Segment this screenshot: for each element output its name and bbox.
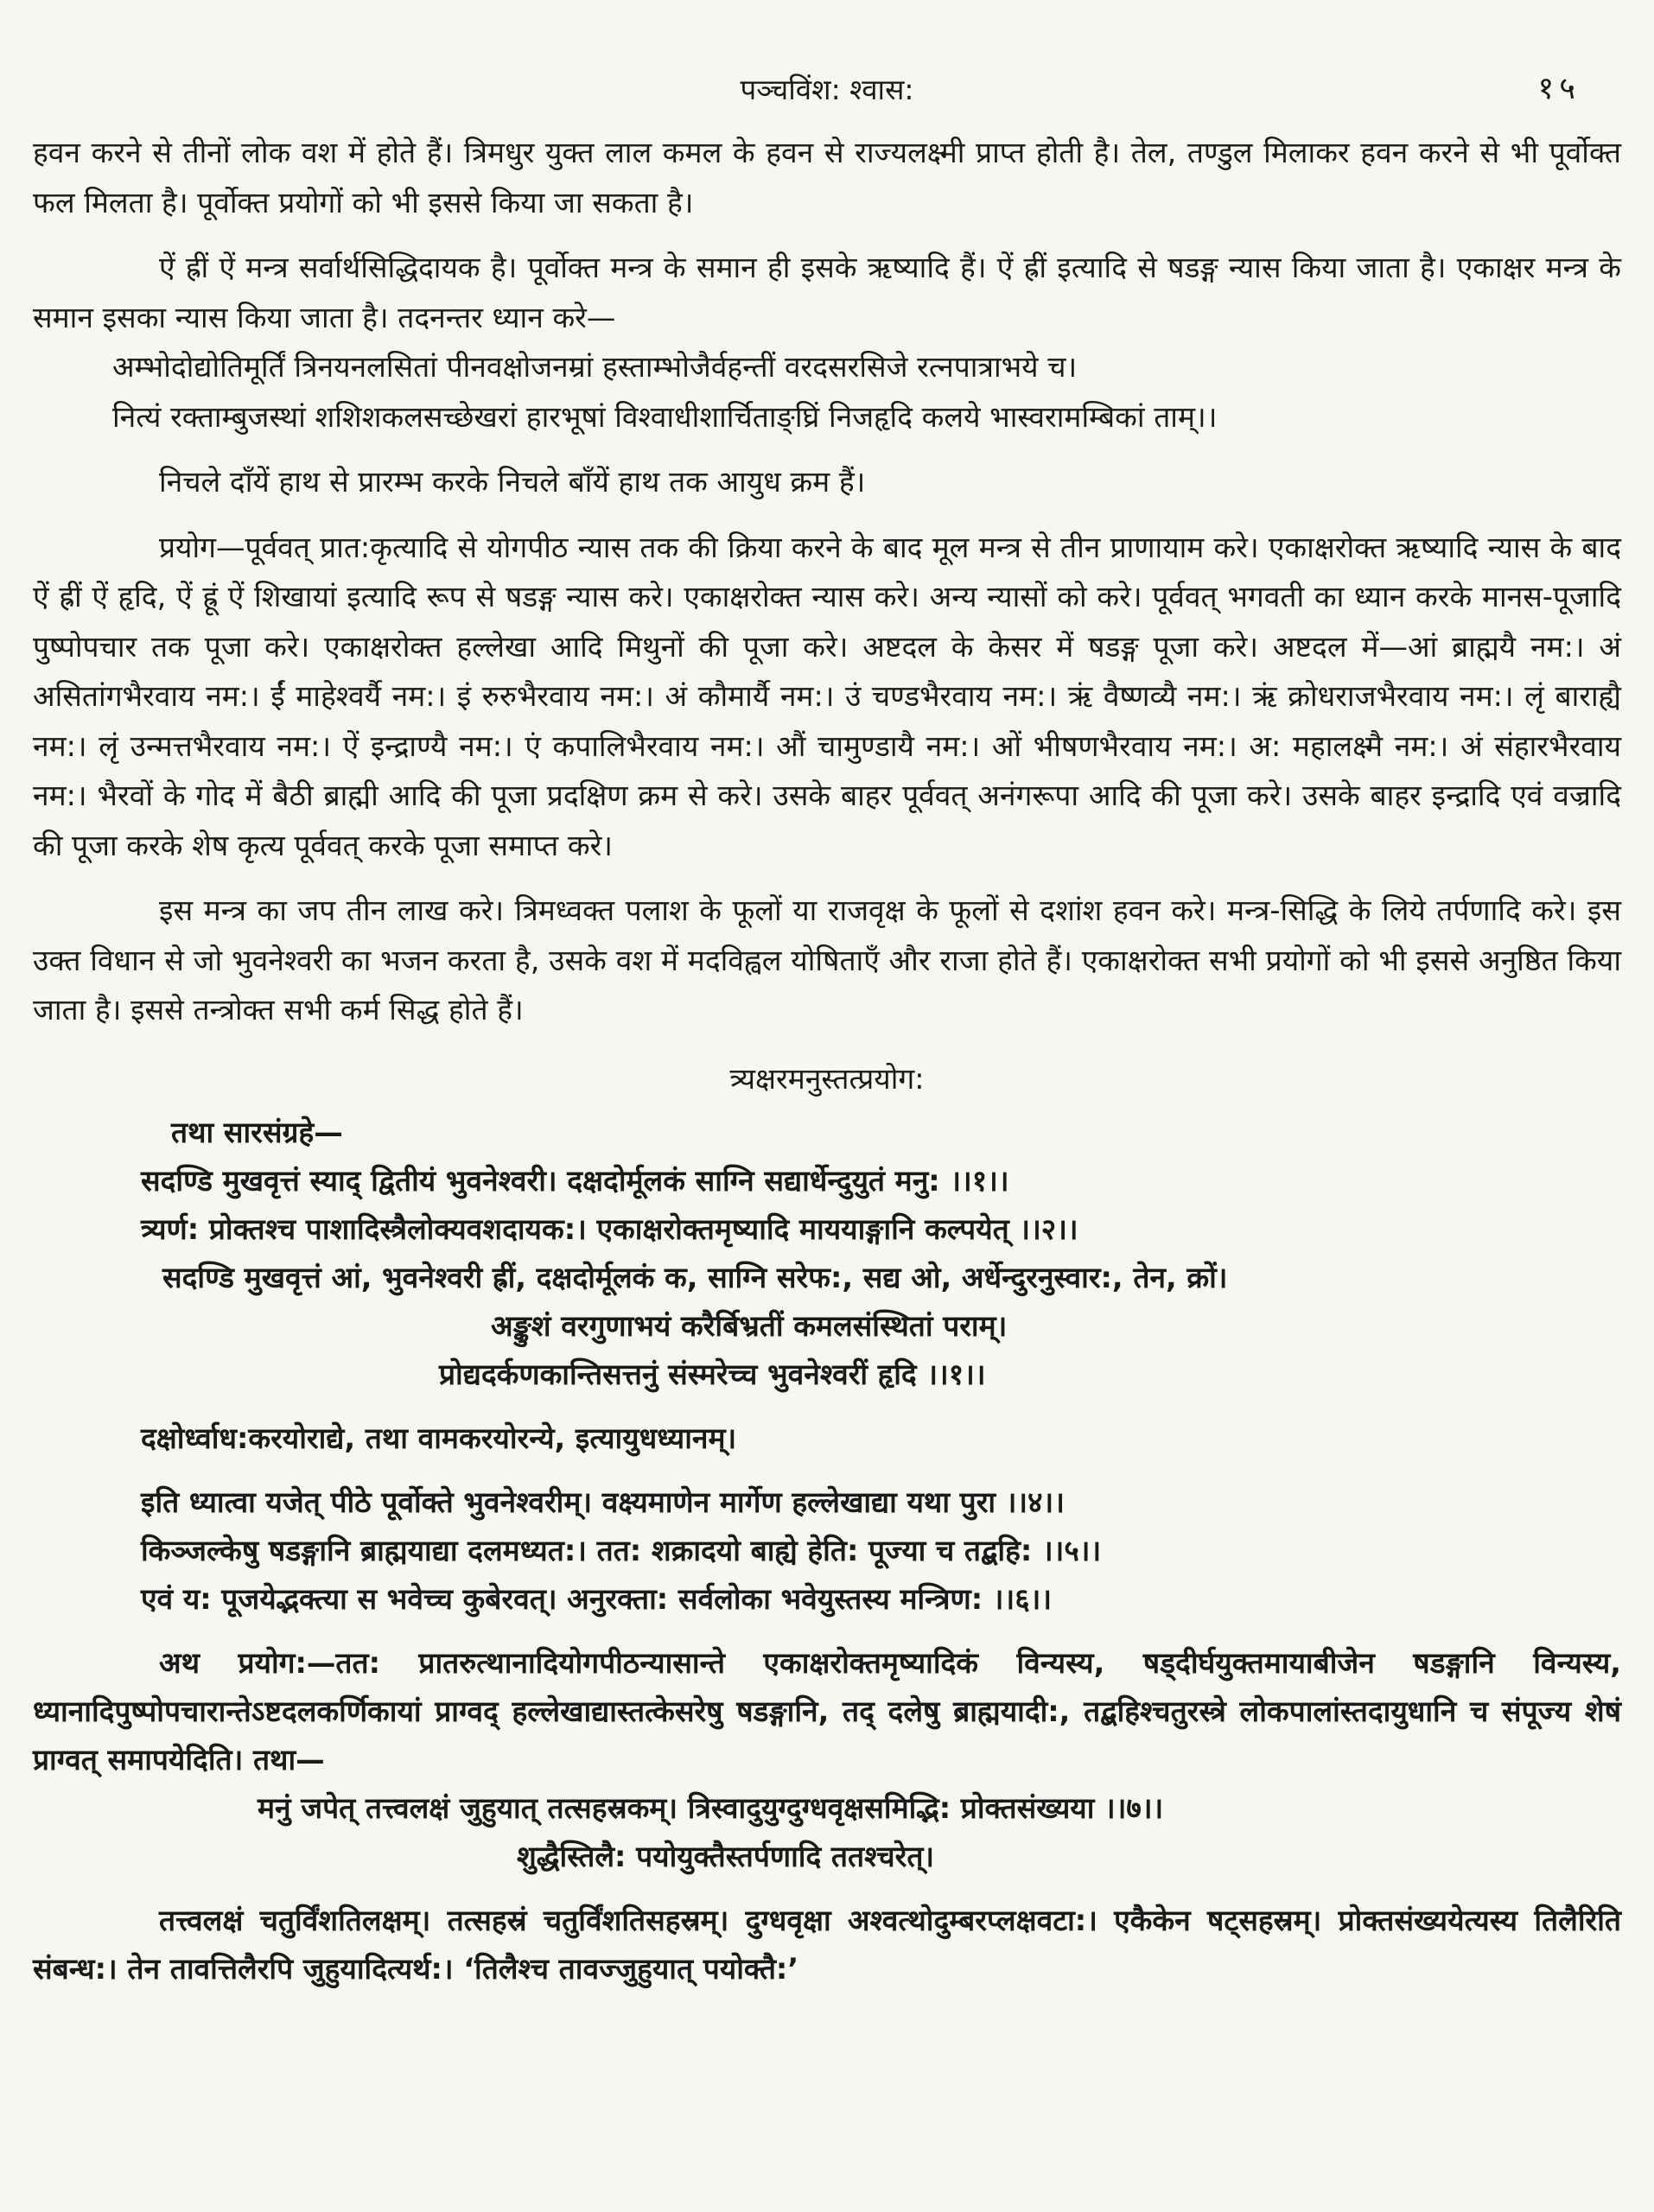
sanskrit-verse-6: एवं य: पूजयेद्भक्त्या स भवेच्च कुबेरवत्। अनुरक्ता: सर्वलोका भवेयुस्तस्य मन्त्रिण: ।।६।। [141, 1582, 1053, 1616]
sanskrit-intro: तथा सारसंग्रहे— [171, 1116, 343, 1149]
sanskrit-verse-5: किञ्जल्केषु षडङ्गानि ब्राह्मयाद्या दलमध्यत:। तत: शक्रादयो बाह्ये हेति: पूज्या च तद्बहि: ।।५।। [141, 1534, 1102, 1567]
section-heading: त्र्यक्षरमनुस्तत्प्रयोग: [729, 1061, 925, 1096]
dhyana-line-1: अङ्कुशं वरगुणाभयं करैर्बिभ्रतीं कमलसंस्थितां पराम्। [491, 1309, 1008, 1343]
paragraph-2: ऐं ह्रीं ऐं मन्त्र सर्वार्थसिद्धिदायक है। पूर्वोक्त मन्त्र के समान ही इसके ऋष्यादि हैं। ऐं ह्रीं इत्यादि से षडङ्ग न्यास किया जाता है। एकाक्षर मन्त्र के समान इसका न्यास किया जाता है। तदनन्तर ध्यान करे— [33, 251, 1621, 334]
sanskrit-verse-7: मनुं जपेत् तत्त्वलक्षं जुहुयात् तत्सहस्रकम्। त्रिस्वादुयुग्दुग्धवृक्षसमिद्भि: प्रोक्तसंख्यया ।।७।। [258, 1791, 1164, 1825]
page-number: १५ [1537, 71, 1581, 106]
sanskrit-verse-7b: शुद्धैस्तिलै: पयोयुक्तैस्तर्पणादि ततश्चरेत्। [517, 1840, 935, 1873]
page-body [33, 128, 1621, 1993]
chapter-title: पञ्चविंश: श्वास: [740, 73, 914, 106]
sanskrit-verse-2: त्र्यर्ण: प्रोक्तश्च पाशादिस्त्रैलोक्यवशदायक:। एकाक्षरोक्तमृष्यादि माययाङ्गानि कल्पयेत् ।।२।। [141, 1212, 1078, 1246]
sanskrit-section [33, 1109, 1621, 1993]
paragraph-3: निचले दाँयें हाथ से प्रारम्भ करके निचले बाँयें हाथ तक आयुध क्रम हैं। [159, 465, 866, 499]
sanskrit-commentary-1: सदण्डि मुखवृत्तं आं, भुवनेश्वरी ह्रीं, दक्षदोर्मूलकं क, साग्नि सरेफ:, सद्य ओ, अर्धेन्दुरनुस्वार:, तेन, क्रों। [162, 1261, 1228, 1294]
verse-line-2: नित्यं रक्ताम्बुजस्थां शशिशकलसच्छेखरां हारभूषां विश्वाधीशार्चिताङ्घ्रिं निजहृदि कलये भास्वरामम्बिकां ताम्।। [112, 399, 1218, 434]
paragraph-5: इस मन्त्र का जप तीन लाख करे। त्रिमध्वक्त पलाश के फूलों या राजवृक्ष के फूलों से दशांश हवन करे। मन्त्र-सिद्धि के लिये तर्पणादि करे। इस उक्त विधान से जो भुवनेश्वरी का भजन करता है, उसके वश में मदविह्वल योषिताएँ और राजा होते हैं। एकाक्षरोक्त सभी प्रयोगों को भी इससे अनुष्ठित किया जाता है। इससे तन्त्रोक्त सभी कर्म सिद्ध होते हैं। [33, 893, 1621, 1027]
paragraph-4: प्रयोग—पूर्ववत् प्रात:कृत्यादि से योगपीठ न्यास तक की क्रिया करने के बाद मूल मन्त्र से तीन प्राणायाम करे। एकाक्षरोक्त ऋष्यादि न्यास के बाद ऐं ह्रीं ऐं हृदि, ऐं ह्रूं ऐं शिखायां इत्यादि रूप से षडङ्ग न्यास करे। एकाक्षरोक्त न्यास करे। अन्य न्यासों को करे। पूर्ववत् भगवती का ध्यान करके मानस-पूजादि पुष्पोपचार तक पूजा करे। एकाक्षरोक्त हल्लेखा आदि मिथुनों की पूजा करे। अष्टदल के केसर में षडङ्ग पूजा करे। अष्टदल में—आं ब्राह्मयै नम:। अं असितांगभैरवाय नम:। ईं माहेश्वर्यै नम:। इं रुरुभैरवाय नम:। अं कौमार्यै नम:। उं चण्डभैरवाय नम:। ऋं वैष्णव्यै नम:। ऋं क्रोधराजभैरवाय नम:। लृं बाराह्यै नम:। लृं उन्मत्तभैरवाय नम:। ऐं इन्द्राण्यै नम:। एं कपालिभैरवाय नम:। औं चामुण्डायै नम:। ओं भीषणभैरवाय नम:। अ: महालक्ष्मै नम:। अं संहारभैरवाय नम:। भैरवों के गोद में बैठी ब्राह्मी आदि की पूजा प्रदक्षिण क्रम से करे। उसके बाहर पूर्ववत् अनंगरूपा आदि की पूजा करे। उसके बाहर इन्द्रादि एवं वज्रादि की पूजा करके शेष कृत्य पूर्ववत् करके पूजा समाप्त करे। [33, 530, 1622, 862]
paragraph-1: हवन करने से तीनों लोक वश में होते हैं। त्रिमधुर युक्त लाल कमल के हवन से राज्यलक्ष्मी प्राप्त होती है। तेल, तण्डुल मिलाकर हवन करने से भी पूर्वोक्त फल मिलता है। पूर्वोक्त प्रयोगों को भी इससे किया जा सकता है। [33, 136, 1621, 219]
sanskrit-verse-1: सदण्डि मुखवृत्तं स्याद् द्वितीयं भुवनेश्वरी। दक्षदोर्मूलकं साग्नि सद्यार्धेन्दुयुतं मनु: ।।१।। [141, 1164, 1009, 1198]
sanskrit-verse-4: इति ध्यात्वा यजेत् पीठे पूर्वोक्ते भुवनेश्वरीम्। वक्ष्यमाणेन मार्गेण हल्लेखाद्या यथा पुरा ।।४।। [141, 1485, 1065, 1519]
sanskrit-prayoga: अथ प्रयोग:—तत: प्रातरुत्थानादियोगपीठन्यासान्ते एकाक्षरोक्तमृष्यादिकं विन्यस्य, षड्दीर्घयुक्तमायाबीजेन षडङ्गानि विन्यस्य, ध्यानादिपुष्पोपचारान्तेऽष्टदलकर्णिकायां प्राग्वद् हल्लेखाद्यास्तत्केसरेषु षडङ्गानि, तद् दलेषु ब्राह्मयादी:, तद्बहिश्चतुरस्त्रे लोकपालांस्तदायुधानि च संपूज्य शेषं प्राग्वत् समापयेदिति। तथा— [33, 1646, 1621, 1777]
verse-line-1: अम्भोदोद्योतिमूर्तिं त्रिनयनलसितां पीनवक्षोजनम्रां हस्ताम्भोजैर्वहन्तीं वरदसरसिजे रत्नपात्राभये च। [112, 350, 1078, 384]
page-header [0, 62, 1654, 114]
sanskrit-commentary-2: दक्षोर्ध्वाध:करयोराद्ये, तथा वामकरयोरन्ये, इत्यायुधध्यानम्। [141, 1421, 737, 1455]
dhyana-line-2: प्रोद्यदर्कणकान्तिसत्तनुं संस्मरेच्च भुवनेश्वरीं हृदि ।।१।। [439, 1357, 986, 1391]
sanskrit-final-commentary: तत्त्वलक्षं चतुर्विंशतिलक्षम्। तत्सहस्रं चतुर्विंशतिसहस्रम्। दुग्धवृक्षा अश्वत्थोदुम्बरप्लक्षवटा:। एकैकेन षट्सहस्रम्। प्रोक्तसंख्ययेत्यस्य तिलैरिति संबन्ध:। तेन तावत्तिलैरपि जुहुयादित्यर्थ:। ‘तिलैश्च तावज्जुहुयात् पयोक्तै:’ [33, 1904, 1621, 1986]
